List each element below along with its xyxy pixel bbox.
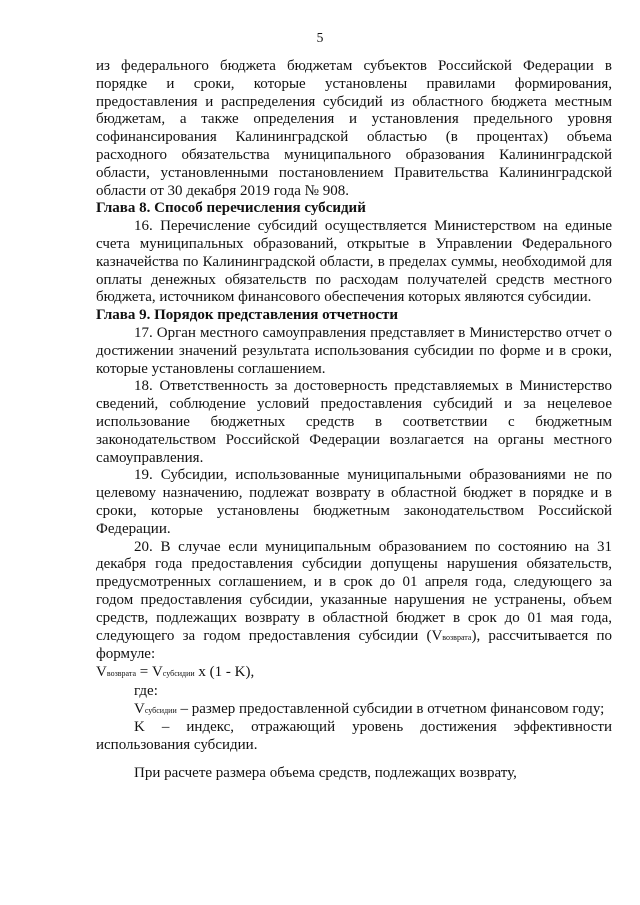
paragraph-20 (96, 539, 612, 665)
definition-k: K – индекс, отражающий уровень достижения эффективности использования субсидии. (96, 719, 612, 754)
paragraph-20-subscript: возврата (442, 632, 472, 642)
paragraph-intro: из федерального бюджета бюджетам субъектов Российской Федерации в порядке и сроки, которые установлены правилами формирования, предоставления и распределения субсидий из областного бюджета местным бюджетам, а также определения и установления предельного уровня софинансирования Калининградской областью (в процентах) объема расходного обязательства муниципального образования Калининградской области, установленными постановлением Правительства Калининградской области от 30 декабря 2019 года № 908. (96, 58, 612, 199)
paragraph-16: 16. Перечисление субсидий осуществляется Министерством на единые счета муниципальных образований, открытые в Управлении Федерального казначейства по Калининградской области, в пределах суммы, необходимой для оплаты денежных обязательств по расходам получателей средств местного бюджета, источником финансового обеспечения которых являются субсидии. (96, 218, 612, 306)
where-label: где: (134, 682, 158, 699)
page-number: 5 (316, 30, 324, 45)
paragraph-20-end: ), рассчитывается по формуле: (96, 627, 612, 663)
chapter-8-heading: Глава 8. Способ перечисления субсидий (96, 200, 366, 217)
formula-v2-sub: субсидии (162, 669, 195, 679)
document-body (96, 58, 612, 783)
paragraph-18: 18. Ответственность за достоверность представляемых в Министерство сведений, соблюдение условий предоставления субсидий и за нецелевое использование бюджетных средств в соответствии с бюджетным законодательством Российской Федерации возлагается на органы местного самоуправления. (96, 378, 612, 466)
formula-v-sub: возврата (106, 669, 136, 679)
paragraph-19: 19. Субсидии, использованные муниципальными образованиями не по целевому назначению, подлежат возврату в областной бюджет в порядке и в сроки, которые установлены бюджетным законодательством Российской Федерации. (96, 467, 612, 537)
definition-v-text: – размер предоставленной субсидии в отчетном финансовом году; (176, 700, 605, 717)
formula-v: V (96, 664, 107, 681)
formula (96, 664, 612, 683)
paragraph-17: 17. Орган местного самоуправления представляет в Министерство отчет о достижении значений результата использования субсидии по форме и в сроки, которые установлены соглашением. (96, 324, 612, 377)
definition-v (96, 701, 612, 720)
formula-rest: x (1 - K), (194, 664, 255, 681)
chapter-9-heading: Глава 9. Порядок представления отчетности (96, 307, 399, 324)
definition-v-sub: субсидии (144, 705, 177, 715)
paragraph-last: При расчете размера объема средств, подлежащих возврату, (134, 765, 517, 782)
paragraph-20-text: 20. В случае если муниципальным образованием по состоянию на 31 декабря года предоставления субсидии допущены нарушения обязательств, предусмотренных соглашением, и в срок до 01 апреля года, следующего за годом предоставления субсидии, указанные нарушения не устранены, объем средств, подлежащих возврату в областной бюджет в срок до 01 мая года, следующего за годом предоставления субсидии (V (96, 538, 612, 644)
definition-v-symbol: V (134, 700, 145, 717)
formula-eq: = V (136, 664, 163, 681)
